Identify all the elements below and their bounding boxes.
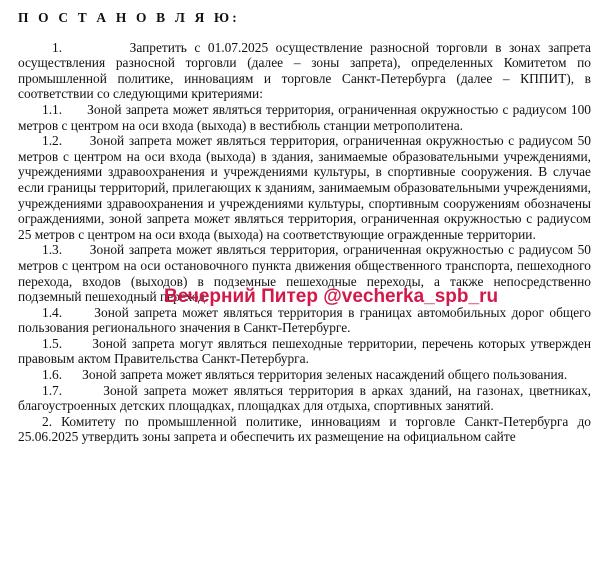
- paragraph-1: 1. Запретить с 01.07.2025 осуществление разносной торговли в зонах запрета осуществления разносной торговли (далее – зоны запрета), определенных Комитетом по промышленной политике, инновациям и торговле Санкт-Петербурга (далее – КППИТ), в соответствии со следующими критериями:: [18, 39, 591, 102]
- paragraph-2: 2. Комитету по промышленной политике, инновациям и торговле Санкт-Петербурга до 25.06.2025 утвердить зоны запрета и обеспечить их размещение на официальном сайте: [18, 413, 591, 445]
- paragraph-1-3: 1.3. Зоной запрета может являться территория, ограниченная окружностью с радиусом 50 метров с центром на оси остановочного пункта движения общественного транспорта, пешеходного перехода, входов (выходов) в подземные пешеходные переходы, а также непосредственно подземный пешеходный переход.: [18, 242, 591, 305]
- paragraph-1-4: 1.4. Зоной запрета может являться территория в границах автомобильных дорог общего пользования регионального значения в Санкт-Петербурге.: [18, 304, 591, 336]
- document-body: [18, 10, 591, 445]
- watermark-text: Вечерний Питер @vecherka_spb_ru: [164, 286, 499, 307]
- paragraph-1-5: 1.5. Зоной запрета могут являться пешеходные территории, перечень которых утвержден правовым актом Правительства Санкт-Петербурга.: [18, 335, 591, 367]
- document-heading: П О С Т А Н О В Л Я Ю:: [18, 10, 240, 25]
- paragraph-1-7: 1.7. Зоной запрета может являться территория в арках зданий, на газонах, цветниках, благоустроенных детских площадках, площадках для отдыха, спортивных занятий.: [18, 382, 591, 414]
- paragraph-1-1: 1.1. Зоной запрета может являться территория, ограниченная окружностью с радиусом 100 метров с центром на оси входа (выхода) в вестибюль станции метрополитена.: [18, 101, 591, 133]
- paragraph-1-6: 1.6. Зоной запрета может являться территория зеленых насаждений общего пользования.: [42, 367, 568, 383]
- paragraph-1-2: 1.2. Зоной запрета может являться территория, ограниченная окружностью с радиусом 50 метров с центром на оси входа (выхода) в здания, занимаемые образовательными учреждениями, учреждениями здравоохранения и учреждениями культуры, в спортивные сооружения. В случае если границы территорий, прилегающих к зданиям, занимаемым образовательными учреждениями, учреждениями здравоохранения и учреждениями культуры, спортивным сооружениям обозначены ограждениями, зоной запрета может являться территория, ограниченная окружностью с радиусом 25 метров с центром на оси входа (выхода) на соответствующие огражденные территории.: [18, 133, 591, 242]
